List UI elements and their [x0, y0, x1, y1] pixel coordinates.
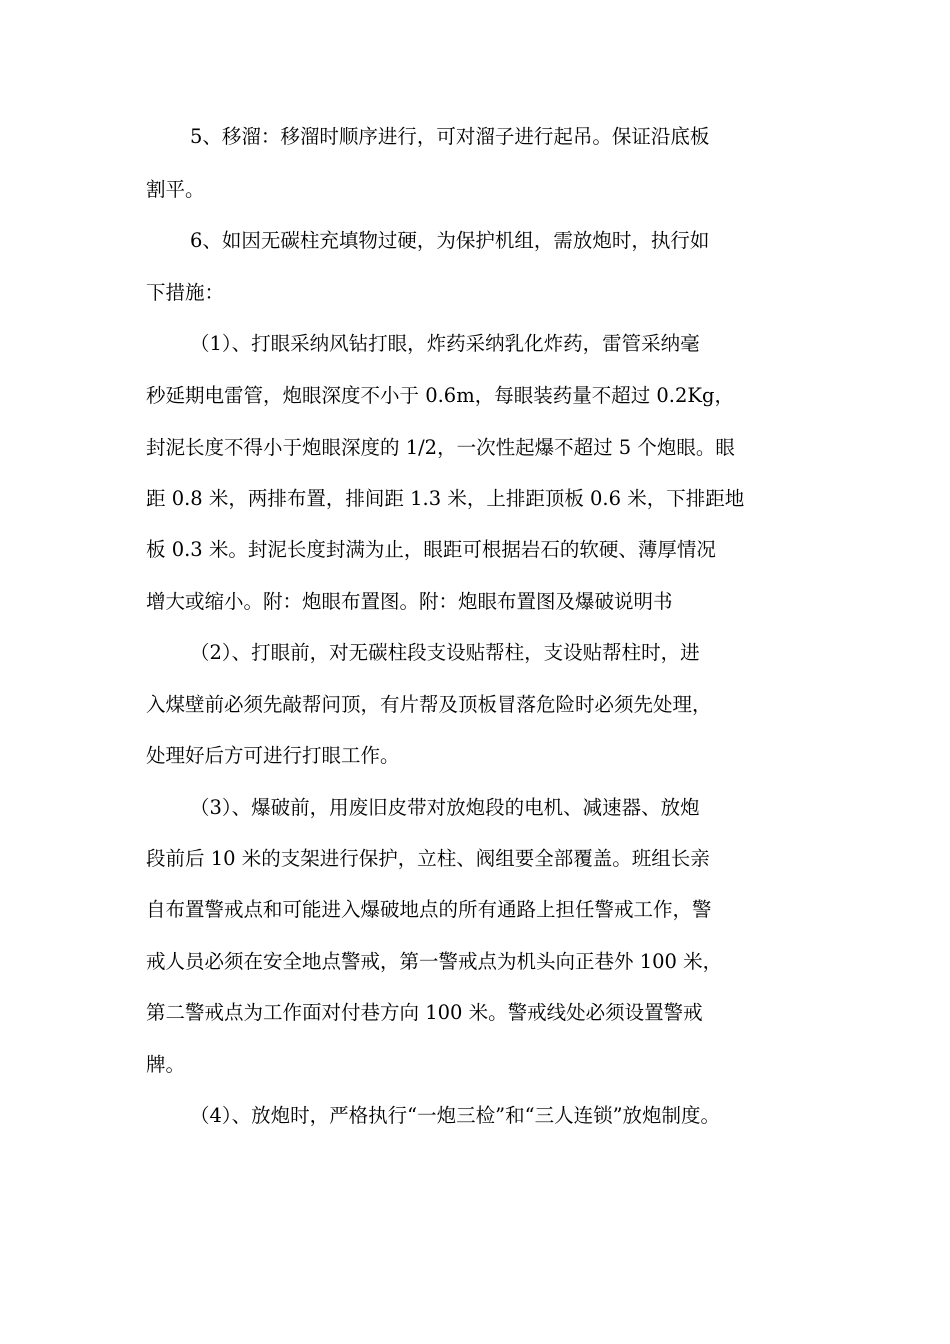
text-line: 距 0.8 米，两排布置，排间距 1.3 米，上排距顶板 0.6 米，下排距地 [146, 487, 745, 510]
text-line: 6、如因无碳柱充填物过硬，为保护机组，需放炮时，执行如 [190, 229, 710, 252]
text-line: （3）、爆破前，用废旧皮带对放炮段的电机、减速器、放炮 [190, 796, 700, 819]
text-line: 封泥长度不得小于炮眼深度的 1/2，一次性起爆不超过 5 个炮眼。眼 [146, 436, 735, 459]
text-line: （1）、打眼采纳风钻打眼，炸药采纳乳化炸药，雷管采纳毫 [190, 332, 700, 355]
text-line: 处理好后方可进行打眼工作。 [146, 744, 400, 767]
text-line: 割平。 [146, 178, 205, 201]
text-line: 增大或缩小。附：炮眼布置图。附：炮眼布置图及爆破说明书 [146, 590, 673, 613]
text-line: 入煤壁前必须先敲帮问顶，有片帮及顶板冒落危险时必须先处理， [146, 693, 712, 716]
text-line: 下措施： [146, 281, 225, 304]
text-line: （2）、打眼前，对无碳柱段支设贴帮柱，支设贴帮柱时，进 [190, 641, 700, 664]
text-line: 段前后 10 米的支架进行保护，立柱、阀组要全部覆盖。班组长亲 [146, 847, 710, 870]
text-line: 戒人员必须在安全地点警戒，第一警戒点为机头向正巷外 100 米， [146, 950, 723, 973]
text-line: 秒延期电雷管，炮眼深度不小于 0.6m，每眼装药量不超过 0.2Kg， [146, 384, 734, 407]
text-line: 板 0.3 米。封泥长度封满为止，眼距可根据岩石的软硬、薄厚情况 [146, 538, 716, 561]
text-line: 第二警戒点为工作面对付巷方向 100 米。警戒线处必须设置警戒 [146, 1001, 703, 1024]
text-line: 自布置警戒点和可能进入爆破地点的所有通路上担任警戒工作，警 [146, 898, 712, 921]
text-line: （4）、放炮时，严格执行“一炮三检”和“三人连锁”放炮制度。 [190, 1104, 721, 1127]
text-line: 5、移溜：移溜时顺序进行，可对溜子进行起吊。保证沿底板 [190, 125, 710, 148]
text-line: 牌。 [146, 1053, 186, 1076]
